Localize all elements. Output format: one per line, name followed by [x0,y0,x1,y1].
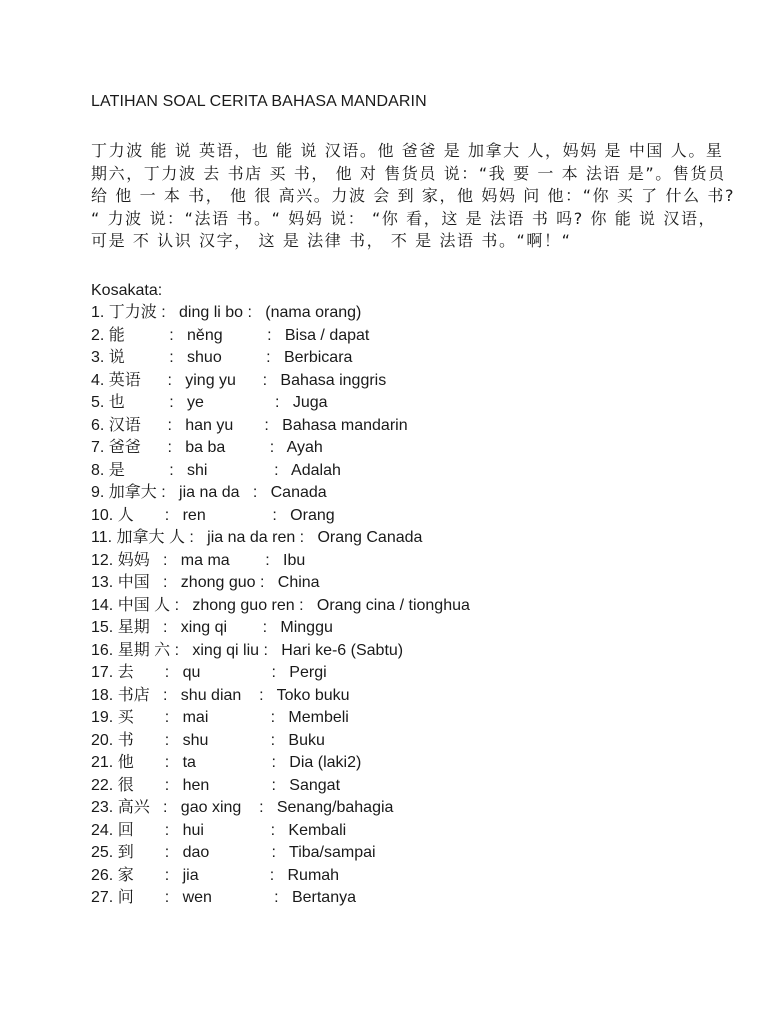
vocab-item: 2. 能 : něng : Bisa / dapat [91,326,370,344]
vocab-item: 27. 问 : wen : Bertanya [91,889,356,906]
vocab-item: 12. 妈妈 : ma ma : Ibu [91,551,306,569]
story-line: “ 力波 说：“法语 书。“ 妈妈 说： “你 看，这 是 法语 书 吗? 你 能 说 汉语， [91,208,717,228]
vocab-item: 5. 也 : ye : Juga [91,394,328,411]
vocab-item: 18. 书店 : shu dian : Toko buku [91,686,350,704]
vocab-item: 7. 爸爸 : ba ba : Ayah [91,439,323,456]
vocab-item: 24. 回 : hui : Kembali [91,821,347,839]
vocab-item: 20. 书 : shu : Buku [91,731,325,749]
story-line: 给 他 一 本 书， 他 很 高兴。力波 会 到 家，他 妈妈 问 他：“你 买 了 什么 书? [91,186,736,205]
document-title: LATIHAN SOAL CERITA BAHASA MANDARIN [91,93,427,110]
story-line: 期六，丁力波 去 书店 买 书， 他 对 售货员 说：“我 要 一 本 法语 是”。售货员 [91,163,726,183]
vocab-item: 9. 加拿大 : jia na da : Canada [91,484,327,501]
vocab-item: 17. 去 : qu : Pergi [91,664,327,681]
story-paragraph [91,140,736,253]
vocab-item: 6. 汉语 : han yu : Bahasa mandarin [91,416,408,434]
story-line: 丁力波 能 说 英语，也 能 说 汉语。他 爸爸 是 加拿大 人，妈妈 是 中国 人。星 [91,141,724,160]
vocab-item: 4. 英语 : ying yu : Bahasa inggris [91,371,387,389]
vocab-item: 8. 是 : shi : Adalah [91,461,341,479]
vocab-item: 19. 买 : mai : Membeli [91,709,349,726]
vocab-item: 25. 到 : dao : Tiba/sampai [91,844,376,861]
vocab-item: 15. 星期 : xing qi : Minggu [91,619,333,636]
vocab-item: 14. 中国 人 : zhong guo ren : Orang cina / tionghua [91,596,470,614]
vocab-item: 13. 中国 : zhong guo : China [91,574,320,591]
vocab-header: Kosakata: [91,282,163,299]
vocab-item: 26. 家 : jia : Rumah [91,866,340,884]
vocab-item: 21. 他 : ta : Dia (laki2) [91,754,362,771]
vocab-item: 10. 人 : ren : Orang [91,506,335,524]
vocab-item: 22. 很 : hen : Sangat [91,776,341,794]
vocab-item: 11. 加拿大 人 : jia na da ren : Orang Canada [91,529,423,546]
vocab-item: 16. 星期 六 : xing qi liu : Hari ke-6 (Sabtu) [91,641,404,659]
story-line: 可是 不 认识 汉字， 这 是 法律 书， 不 是 法语 书。“啊！“ [91,231,572,250]
vocab-item: 1. 丁力波 : ding li bo : (nama orang) [91,304,362,321]
vocab-item: 23. 高兴 : gao xing : Senang/bahagia [91,799,394,816]
vocab-list [91,302,731,910]
vocab-item: 3. 说 : shuo : Berbicara [91,349,353,366]
